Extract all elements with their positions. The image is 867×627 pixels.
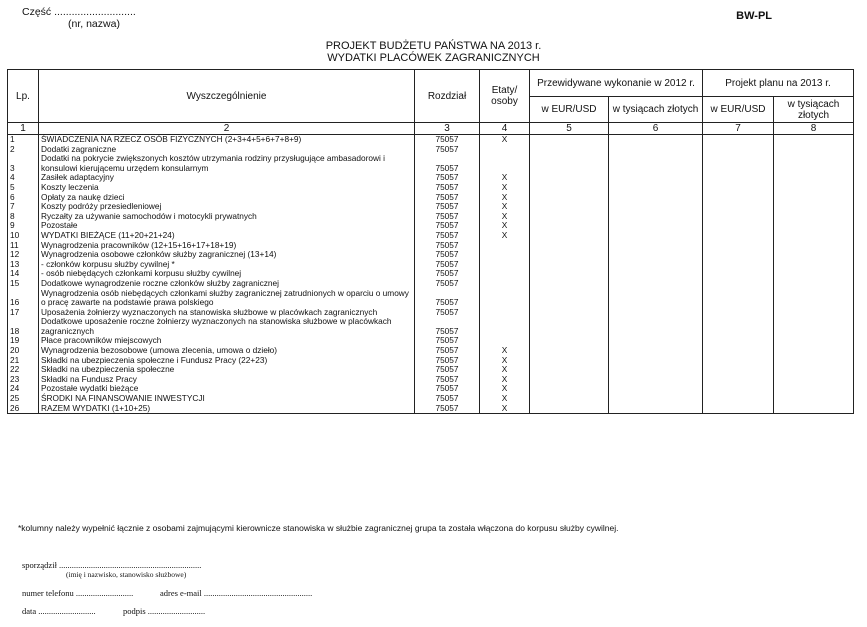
row-pln-2012 — [609, 221, 703, 231]
row-eur-2013 — [703, 241, 774, 251]
row-number: 13 — [8, 260, 39, 270]
row-number: 20 — [8, 346, 39, 356]
row-pln-2013 — [774, 202, 854, 212]
row-pln-2013 — [774, 279, 854, 289]
row-number: 1 — [8, 135, 39, 145]
row-description: Składki na Fundusz Pracy — [39, 375, 415, 385]
row-etaty — [480, 260, 530, 270]
row-rozdzial: 75057 — [415, 241, 480, 251]
row-description: WYDATKI BIEŻĄCE (11+20+21+24) — [39, 231, 415, 241]
row-number: 7 — [8, 202, 39, 212]
row-etaty — [480, 317, 530, 336]
row-pln-2012 — [609, 336, 703, 346]
row-eur-2012 — [530, 404, 609, 414]
row-eur-2012 — [530, 317, 609, 336]
row-pln-2013 — [774, 375, 854, 385]
row-etaty — [480, 154, 530, 173]
row-rozdzial: 75057 — [415, 404, 480, 414]
row-eur-2012 — [530, 145, 609, 155]
row-pln-2012 — [609, 404, 703, 414]
signature-field: podpis ........................... — [123, 606, 206, 616]
row-pln-2013 — [774, 289, 854, 308]
row-rozdzial: 75057 — [415, 154, 480, 173]
row-pln-2013 — [774, 145, 854, 155]
row-pln-2013 — [774, 346, 854, 356]
row-eur-2013 — [703, 384, 774, 394]
row-pln-2012 — [609, 260, 703, 270]
row-eur-2013 — [703, 221, 774, 231]
row-pln-2012 — [609, 375, 703, 385]
row-eur-2013 — [703, 135, 774, 145]
row-etaty — [480, 289, 530, 308]
row-pln-2012 — [609, 356, 703, 366]
row-eur-2012 — [530, 212, 609, 222]
col-header-rozdzial: Rozdział — [415, 70, 480, 123]
row-eur-2012 — [530, 375, 609, 385]
row-eur-2013 — [703, 404, 774, 414]
col-header-pln-2012: w tysiącach złotych — [609, 97, 703, 123]
title-line-2: WYDATKI PLACÓWEK ZAGRANICZNYCH — [327, 52, 540, 64]
row-description: Pozostałe wydatki bieżące — [39, 384, 415, 394]
row-description: - członków korpusu służby cywilnej * — [39, 260, 415, 270]
col-number: 7 — [703, 123, 774, 135]
date-field: data ........................... — [22, 606, 96, 616]
row-number: 24 — [8, 384, 39, 394]
table-row — [8, 317, 854, 336]
row-description: Płace pracowników miejscowych — [39, 336, 415, 346]
col-number: 8 — [774, 123, 854, 135]
row-eur-2012 — [530, 384, 609, 394]
row-eur-2012 — [530, 135, 609, 145]
row-number: 12 — [8, 250, 39, 260]
row-etaty: X — [480, 375, 530, 385]
row-eur-2013 — [703, 250, 774, 260]
row-etaty: X — [480, 202, 530, 212]
row-eur-2013 — [703, 173, 774, 183]
row-eur-2013 — [703, 394, 774, 404]
row-rozdzial: 75057 — [415, 231, 480, 241]
row-description: Pozostałe — [39, 221, 415, 231]
row-pln-2012 — [609, 394, 703, 404]
row-pln-2012 — [609, 346, 703, 356]
group-header-2012: Przewidywane wykonanie w 2012 r. — [530, 70, 703, 97]
row-etaty: X — [480, 384, 530, 394]
table-row — [8, 183, 854, 193]
row-pln-2012 — [609, 250, 703, 260]
row-description: ŚRODKI NA FINANSOWANIE INWESTYCJI — [39, 394, 415, 404]
row-eur-2013 — [703, 260, 774, 270]
table-row — [8, 212, 854, 222]
row-pln-2012 — [609, 241, 703, 251]
row-eur-2012 — [530, 193, 609, 203]
row-rozdzial: 75057 — [415, 384, 480, 394]
col-header-etaty: Etaty/ osoby — [480, 70, 530, 123]
col-number: 6 — [609, 123, 703, 135]
footnote: *kolumny należy wypełnić łącznie z osobami zajmującymi kierownicze stanowiska w służbie zagranicznej grupa ta została włączona do korpusu służby cywilnej. — [18, 523, 619, 533]
row-eur-2013 — [703, 317, 774, 336]
row-pln-2012 — [609, 173, 703, 183]
row-rozdzial: 75057 — [415, 269, 480, 279]
row-number: 11 — [8, 241, 39, 251]
row-etaty — [480, 250, 530, 260]
row-description: Dodatkowe wynagrodzenie roczne członków służby zagranicznej — [39, 279, 415, 289]
row-rozdzial: 75057 — [415, 289, 480, 308]
row-pln-2012 — [609, 269, 703, 279]
table-body — [8, 135, 854, 414]
row-eur-2013 — [703, 356, 774, 366]
col-header-lp: Lp. — [8, 70, 39, 123]
row-number: 26 — [8, 404, 39, 414]
part-label: Część ............................ — [22, 6, 136, 18]
row-pln-2013 — [774, 231, 854, 241]
row-etaty — [480, 241, 530, 251]
col-number: 1 — [8, 123, 39, 135]
row-description: Koszty podróży przesiedleniowej — [39, 202, 415, 212]
row-etaty: X — [480, 135, 530, 145]
col-header-description: Wyszczególnienie — [39, 70, 415, 123]
row-pln-2013 — [774, 308, 854, 318]
part-sublabel: (nr, nazwa) — [68, 18, 120, 30]
row-number: 2 — [8, 145, 39, 155]
row-etaty: X — [480, 394, 530, 404]
row-pln-2012 — [609, 279, 703, 289]
row-eur-2012 — [530, 173, 609, 183]
row-etaty: X — [480, 365, 530, 375]
row-rozdzial: 75057 — [415, 356, 480, 366]
row-rozdzial: 75057 — [415, 394, 480, 404]
col-number: 2 — [39, 123, 415, 135]
row-rozdzial: 75057 — [415, 317, 480, 336]
row-eur-2012 — [530, 183, 609, 193]
row-description: Dodatki zagraniczne — [39, 145, 415, 155]
row-eur-2013 — [703, 202, 774, 212]
row-pln-2013 — [774, 135, 854, 145]
row-etaty — [480, 269, 530, 279]
row-description: - osób niebędących członkami korpusu służby cywilnej — [39, 269, 415, 279]
row-pln-2013 — [774, 193, 854, 203]
column-number-row — [8, 123, 854, 135]
row-pln-2012 — [609, 289, 703, 308]
row-eur-2013 — [703, 289, 774, 308]
row-eur-2012 — [530, 221, 609, 231]
row-description: Ryczałty za używanie samochodów i motocykli prywatnych — [39, 212, 415, 222]
row-pln-2012 — [609, 308, 703, 318]
row-etaty: X — [480, 173, 530, 183]
row-etaty: X — [480, 231, 530, 241]
row-etaty: X — [480, 221, 530, 231]
row-number: 15 — [8, 279, 39, 289]
row-rozdzial: 75057 — [415, 260, 480, 270]
row-number: 17 — [8, 308, 39, 318]
prepared-by-field: sporządził ................................................................... — [22, 560, 202, 570]
row-rozdzial: 75057 — [415, 173, 480, 183]
row-pln-2013 — [774, 269, 854, 279]
row-pln-2013 — [774, 154, 854, 173]
row-pln-2013 — [774, 260, 854, 270]
row-description: RAZEM WYDATKI (1+10+25) — [39, 404, 415, 414]
email-field: adres e-mail ................................................... — [160, 588, 313, 598]
row-pln-2013 — [774, 384, 854, 394]
row-number: 23 — [8, 375, 39, 385]
row-eur-2012 — [530, 289, 609, 308]
prepared-by-caption: (imię i nazwisko, stanowisko służbowe) — [66, 570, 187, 579]
row-pln-2013 — [774, 250, 854, 260]
row-eur-2012 — [530, 202, 609, 212]
row-pln-2013 — [774, 183, 854, 193]
row-number: 10 — [8, 231, 39, 241]
row-number: 19 — [8, 336, 39, 346]
row-rozdzial: 75057 — [415, 375, 480, 385]
row-pln-2013 — [774, 365, 854, 375]
row-description: Opłaty za naukę dzieci — [39, 193, 415, 203]
row-description: Koszty leczenia — [39, 183, 415, 193]
row-eur-2013 — [703, 183, 774, 193]
row-pln-2013 — [774, 241, 854, 251]
row-eur-2013 — [703, 336, 774, 346]
row-rozdzial: 75057 — [415, 135, 480, 145]
col-number: 4 — [480, 123, 530, 135]
row-number: 3 — [8, 154, 39, 173]
row-rozdzial: 75057 — [415, 308, 480, 318]
row-description: Wynagrodzenia osób niebędących członkami służby zagranicznej zatrudnionych w oparciu o umowy o pracę zawarte na podstawie prawa polskiego — [39, 289, 415, 308]
group-header-2013: Projekt planu na 2013 r. — [703, 70, 854, 97]
row-number: 14 — [8, 269, 39, 279]
row-rozdzial: 75057 — [415, 250, 480, 260]
row-pln-2013 — [774, 317, 854, 336]
col-header-pln-2013: w tysiącach złotych — [774, 97, 854, 123]
row-eur-2013 — [703, 231, 774, 241]
row-etaty: X — [480, 356, 530, 366]
row-rozdzial: 75057 — [415, 212, 480, 222]
row-eur-2012 — [530, 365, 609, 375]
row-eur-2013 — [703, 154, 774, 173]
row-etaty: X — [480, 346, 530, 356]
row-eur-2012 — [530, 250, 609, 260]
col-header-eur-2012: w EUR/USD — [530, 97, 609, 123]
row-etaty — [480, 145, 530, 155]
row-number: 4 — [8, 173, 39, 183]
row-pln-2013 — [774, 221, 854, 231]
row-eur-2012 — [530, 279, 609, 289]
row-rozdzial: 75057 — [415, 145, 480, 155]
row-pln-2012 — [609, 317, 703, 336]
row-pln-2013 — [774, 356, 854, 366]
row-eur-2013 — [703, 308, 774, 318]
row-eur-2012 — [530, 308, 609, 318]
row-rozdzial: 75057 — [415, 336, 480, 346]
row-eur-2013 — [703, 193, 774, 203]
row-eur-2013 — [703, 346, 774, 356]
document-title — [0, 40, 867, 64]
row-etaty: X — [480, 212, 530, 222]
table-row — [8, 289, 854, 308]
row-rozdzial: 75057 — [415, 183, 480, 193]
table-row — [8, 154, 854, 173]
row-pln-2012 — [609, 145, 703, 155]
row-eur-2013 — [703, 279, 774, 289]
row-eur-2012 — [530, 231, 609, 241]
budget-table — [7, 69, 854, 414]
row-rozdzial: 75057 — [415, 202, 480, 212]
row-pln-2012 — [609, 135, 703, 145]
row-description: Uposażenia żołnierzy wyznaczonych na stanowiska służbowe w placówkach zagranicznych — [39, 308, 415, 318]
row-eur-2013 — [703, 375, 774, 385]
row-eur-2012 — [530, 241, 609, 251]
col-number: 5 — [530, 123, 609, 135]
row-number: 21 — [8, 356, 39, 366]
row-pln-2012 — [609, 202, 703, 212]
row-pln-2012 — [609, 154, 703, 173]
row-rozdzial: 75057 — [415, 346, 480, 356]
row-description: ŚWIADCZENIA NA RZECZ OSÓB FIZYCZNYCH (2+3+4+5+6+7+8+9) — [39, 135, 415, 145]
row-etaty — [480, 279, 530, 289]
row-number: 8 — [8, 212, 39, 222]
col-number: 3 — [415, 123, 480, 135]
row-eur-2012 — [530, 336, 609, 346]
row-number: 22 — [8, 365, 39, 375]
row-eur-2013 — [703, 212, 774, 222]
row-description: Zasiłek adaptacyjny — [39, 173, 415, 183]
row-eur-2012 — [530, 269, 609, 279]
row-pln-2012 — [609, 212, 703, 222]
phone-field: numer telefonu ........................... — [22, 588, 134, 598]
row-rozdzial: 75057 — [415, 279, 480, 289]
row-number: 9 — [8, 221, 39, 231]
row-pln-2013 — [774, 404, 854, 414]
row-rozdzial: 75057 — [415, 193, 480, 203]
row-eur-2012 — [530, 346, 609, 356]
row-eur-2013 — [703, 365, 774, 375]
row-eur-2012 — [530, 260, 609, 270]
row-number: 6 — [8, 193, 39, 203]
row-pln-2012 — [609, 183, 703, 193]
row-description: Dodatki na pokrycie zwiększonych kosztów utrzymania rodziny przysługujące ambasadorowi i konsulowi kierującemu urzędem konsularnym — [39, 154, 415, 173]
table-row — [8, 135, 854, 145]
row-pln-2012 — [609, 193, 703, 203]
row-description: Wynagrodzenia pracowników (12+15+16+17+18+19) — [39, 241, 415, 251]
row-eur-2013 — [703, 145, 774, 155]
row-eur-2012 — [530, 394, 609, 404]
row-etaty: X — [480, 404, 530, 414]
row-rozdzial: 75057 — [415, 365, 480, 375]
table-row — [8, 173, 854, 183]
row-description: Dodatkowe uposażenie roczne żołnierzy wyznaczonych na stanowiska służbowe w placówkach zagranicznych — [39, 317, 415, 336]
row-description: Wynagrodzenia osobowe członków służby zagranicznej (13+14) — [39, 250, 415, 260]
part-field — [22, 6, 136, 30]
row-pln-2012 — [609, 231, 703, 241]
row-etaty: X — [480, 183, 530, 193]
table-row — [8, 404, 854, 414]
row-etaty: X — [480, 193, 530, 203]
row-number: 25 — [8, 394, 39, 404]
row-eur-2012 — [530, 154, 609, 173]
row-rozdzial: 75057 — [415, 221, 480, 231]
title-line-1: PROJEKT BUDŻETU PAŃSTWA NA 2013 r. — [325, 40, 542, 52]
row-eur-2013 — [703, 269, 774, 279]
row-number: 16 — [8, 289, 39, 308]
row-pln-2013 — [774, 394, 854, 404]
row-eur-2012 — [530, 356, 609, 366]
row-pln-2012 — [609, 365, 703, 375]
row-description: Składki na ubezpieczenia społeczne i Fundusz Pracy (22+23) — [39, 356, 415, 366]
row-number: 18 — [8, 317, 39, 336]
row-etaty — [480, 308, 530, 318]
row-pln-2013 — [774, 336, 854, 346]
row-description: Wynagrodzenia bezosobowe (umowa zlecenia, umowa o dzieło) — [39, 346, 415, 356]
row-number: 5 — [8, 183, 39, 193]
row-description: Składki na ubezpieczenia społeczne — [39, 365, 415, 375]
col-header-eur-2013: w EUR/USD — [703, 97, 774, 123]
form-code: BW-PL — [736, 10, 772, 22]
row-pln-2013 — [774, 173, 854, 183]
row-pln-2013 — [774, 212, 854, 222]
row-pln-2012 — [609, 384, 703, 394]
